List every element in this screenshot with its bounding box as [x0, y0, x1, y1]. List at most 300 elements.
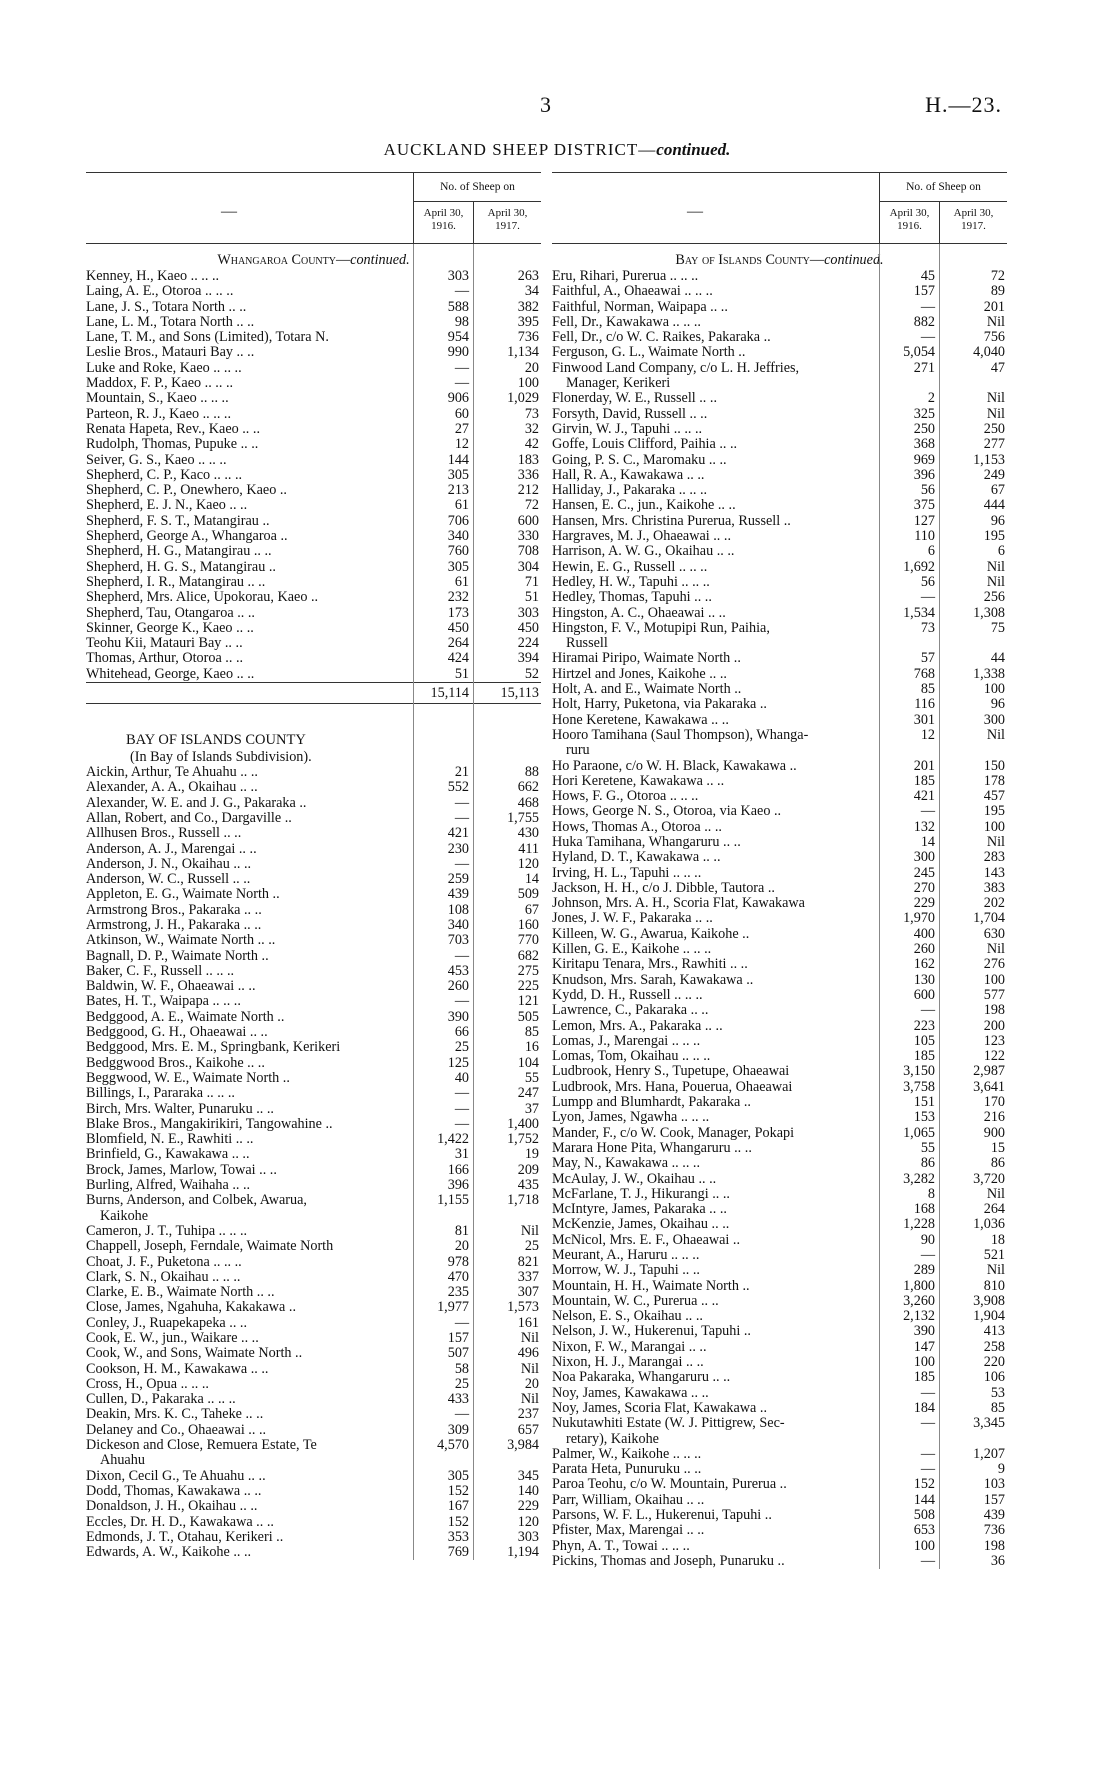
owner-name: Nixon, F. W., Marangai .. ..	[552, 1339, 707, 1355]
sheep-1916: 954	[447, 329, 469, 346]
sheep-1917: 395	[517, 313, 539, 330]
owner-name: Parr, William, Okaihau .. ..	[552, 1492, 705, 1508]
owner-name: Fell, Dr., Kawakawa .. .. ..	[552, 314, 701, 330]
sheep-1917: 220	[983, 1354, 1005, 1371]
sheep-1917: 20	[524, 359, 539, 376]
sheep-1917: 72	[524, 497, 539, 514]
sheep-1917: 249	[983, 466, 1005, 483]
sheep-1916: 552	[447, 779, 469, 796]
owner-name: Shepherd, I. R., Matangirau .. ..	[86, 574, 266, 590]
sheep-1916: 969	[913, 451, 935, 468]
owner-name: Shepherd, C. P., Onewhero, Kaeo ..	[86, 483, 287, 499]
sheep-1917: 600	[517, 512, 539, 529]
sheep-1916: 147	[913, 1338, 935, 1355]
sheep-1916: 768	[913, 665, 935, 682]
sheep-1916: 60	[454, 405, 469, 422]
sheep-1916: 25	[454, 1039, 469, 1056]
owner-name: Kydd, D. H., Russell .. .. ..	[552, 987, 703, 1003]
sheep-1916: 213	[447, 482, 469, 499]
page-number: 3	[540, 92, 551, 117]
sheep-1916: —	[454, 855, 469, 872]
sheep-1916	[881, 1432, 941, 1447]
owner-name: Kiritapu Tenara, Mrs., Rawhiti .. ..	[552, 957, 748, 973]
sheep-1917: 336	[517, 466, 539, 483]
sheep-1917: 86	[990, 1155, 1005, 1172]
sheep-1917: 468	[517, 794, 539, 811]
owner-name: Cook, W., and Sons, Waimate North ..	[86, 1346, 303, 1362]
sheep-1916: 85	[920, 681, 935, 698]
sheep-1916: —	[454, 809, 469, 826]
owner-name: Ho Paraone, c/o W. H. Black, Kawakawa ..	[552, 758, 797, 774]
sheep-1917: 100	[983, 971, 1005, 988]
header-group: No. of Sheep on	[413, 173, 541, 202]
sheep-1917: 20	[524, 1375, 539, 1392]
owner-name: Luke and Roke, Kaeo .. .. ..	[86, 360, 242, 376]
sheep-1916: 396	[447, 1177, 469, 1194]
owner-name: McKenzie, James, Okaihau .. ..	[552, 1217, 730, 1233]
sheep-1917: 52	[524, 665, 539, 682]
sheep-1917: 439	[983, 1507, 1005, 1524]
sheep-1917: 521	[983, 1247, 1005, 1263]
sheep-1917: 19	[524, 1146, 539, 1163]
owner-name: Jackson, H. H., c/o J. Dibble, Tautora ..	[552, 880, 775, 896]
column-rule	[413, 244, 414, 1560]
owner-name: Holt, A. and E., Waimate North ..	[552, 682, 742, 698]
sheep-1917: 3,345	[973, 1415, 1005, 1432]
sheep-1917	[475, 1453, 541, 1468]
owner-name: Killeen, W. G., Awarua, Kaikohe ..	[552, 926, 750, 942]
sheep-1917: 88	[524, 764, 539, 781]
sheep-1916: 400	[913, 925, 935, 942]
title-main: AUCKLAND SHEEP DISTRICT—	[383, 140, 657, 159]
sheep-1916: —	[454, 794, 469, 811]
owner-name: Hows, F. G., Otoroa .. .. ..	[552, 789, 699, 805]
sheep-1917: 120	[517, 855, 539, 872]
header-col-1917: April 30, 1917.	[473, 201, 541, 243]
owner-name: Cook, E. W., jun., Waikare .. ..	[86, 1331, 259, 1346]
sheep-1917: 577	[983, 986, 1005, 1003]
header-col-1916: April 30, 1916.	[879, 201, 939, 243]
sheep-1916: —	[454, 947, 469, 964]
sheep-1917: 55	[524, 1069, 539, 1086]
sheep-1916: —	[920, 589, 935, 606]
sheep-1917: Nil	[986, 1185, 1005, 1202]
owner-name: Morrow, W. J., Tapuhi .. ..	[552, 1263, 700, 1279]
sheep-1916: —	[454, 1100, 469, 1117]
sheep-1917: 37	[524, 1100, 539, 1117]
owner-name: Shepherd, C. P., Kaco .. .. ..	[86, 467, 243, 483]
sheep-1916: 990	[447, 344, 469, 361]
owner-name: Deakin, Mrs. K. C., Taheke .. ..	[86, 1407, 264, 1423]
owner-name: Bedggwood Bros., Kaikohe .. ..	[86, 1055, 265, 1071]
sheep-1917: 36	[990, 1552, 1005, 1569]
owner-name: Chappell, Joseph, Ferndale, Waimate North	[86, 1239, 334, 1255]
sheep-1916: 152	[913, 1476, 935, 1493]
sheep-1916: 51	[454, 665, 469, 682]
sheep-1916: —	[454, 1406, 469, 1423]
owner-name: Hiramai Piripo, Waimate North ..	[552, 651, 741, 667]
sheep-1916: 259	[447, 871, 469, 888]
sheep-1917: 496	[517, 1345, 539, 1362]
sheep-1917	[475, 1209, 541, 1224]
sheep-1916: 56	[920, 482, 935, 499]
owner-name: Hows, Thomas A., Otoroa .. ..	[552, 819, 722, 835]
sheep-1916	[415, 1209, 475, 1224]
sheep-1917	[941, 743, 1007, 758]
sheep-1917: 9	[997, 1461, 1005, 1478]
sheep-1916: 8	[927, 1185, 935, 1202]
sheep-1917: 900	[983, 1124, 1005, 1141]
sheep-1917: 345	[517, 1467, 539, 1484]
sheep-1916: 1,534	[903, 604, 935, 621]
sheep-1917: 1,904	[973, 1308, 1005, 1325]
sheep-1916: —	[920, 1384, 935, 1401]
sheep-1917: 150	[983, 757, 1005, 774]
sheep-1917: 143	[983, 864, 1005, 881]
sheep-1917: Nil	[986, 1262, 1005, 1279]
owner-name: Blake Bros., Mangakirikiri, Tangowahine ..	[86, 1116, 333, 1132]
owner-name: Johnson, Mrs. A. H., Scoria Flat, Kawakawa	[552, 896, 805, 912]
sheep-1916: 21	[454, 764, 469, 781]
sheep-1917: 770	[517, 932, 539, 949]
owner-name: Blomfield, N. E., Rawhiti .. ..	[86, 1132, 254, 1148]
owner-name: Faithful, A., Ohaeawai .. .. ..	[552, 284, 713, 300]
owner-name: Forsyth, David, Russell .. ..	[552, 406, 708, 422]
total-1916: 15,114	[430, 685, 469, 702]
sheep-1917: 202	[983, 895, 1005, 912]
sheep-1916: 151	[913, 1094, 935, 1111]
sheep-1916: 270	[913, 879, 935, 896]
owner-name: Appleton, E. G., Waimate North ..	[86, 887, 280, 903]
sheep-1917: 4,040	[973, 344, 1005, 361]
sheep-1917: 140	[517, 1482, 539, 1499]
sheep-1916: 108	[447, 901, 469, 918]
owner-name: Beggwood, W. E., Waimate North ..	[86, 1070, 290, 1086]
sheep-1917: 120	[517, 1513, 539, 1530]
column-rule	[473, 244, 474, 1560]
sheep-1917: 106	[983, 1369, 1005, 1386]
sheep-1916: 162	[913, 956, 935, 973]
sheep-1917: Nil	[986, 941, 1005, 958]
owner-name: Mountain, S., Kaeo .. .. ..	[86, 391, 229, 407]
sheep-1917: 216	[983, 1109, 1005, 1126]
sheep-1917: 201	[983, 298, 1005, 315]
sheep-1916: 396	[913, 466, 935, 483]
sheep-1916: 439	[447, 886, 469, 903]
sheep-1916: 3,150	[903, 1063, 935, 1080]
sheep-1917: 263	[517, 268, 539, 284]
owner-name: Rudolph, Thomas, Pupuke .. ..	[86, 437, 259, 453]
sheep-1917: Nil	[986, 833, 1005, 850]
sheep-1916: 235	[447, 1284, 469, 1301]
owner-name: Hone Keretene, Kawakawa .. ..	[552, 712, 729, 728]
sheep-1916: 58	[454, 1360, 469, 1377]
left-column	[86, 172, 541, 1560]
sheep-1917: 89	[990, 283, 1005, 300]
title-continued: continued.	[656, 140, 731, 159]
sheep-1916: —	[454, 1085, 469, 1102]
sheep-1917: 430	[517, 825, 539, 842]
sheep-1917: 394	[517, 650, 539, 667]
owner-name: Flonerday, W. E., Russell .. ..	[552, 391, 717, 407]
owner-name: Billings, I., Pararaka .. .. ..	[86, 1086, 235, 1102]
owner-name: Maddox, F. P., Kaeo .. .. ..	[86, 376, 234, 392]
sheep-1917: 161	[517, 1314, 539, 1331]
sheep-1916: 390	[913, 1323, 935, 1340]
sheep-1917: 276	[983, 956, 1005, 973]
owner-name: Goffe, Louis Clifford, Paihia .. ..	[552, 437, 738, 453]
owner-name: Edwards, A. W., Kaikohe .. ..	[86, 1545, 252, 1561]
owner-name: Hori Keretene, Kawakawa .. ..	[552, 773, 725, 789]
sheep-1917: 250	[983, 420, 1005, 437]
sheep-1917: 3,720	[973, 1170, 1005, 1187]
sheep-1916: 706	[447, 512, 469, 529]
sheep-1916: 127	[913, 512, 935, 529]
owner-name: Eru, Rihari, Purerua .. .. ..	[552, 269, 699, 284]
owner-name: McNicol, Mrs. E. F., Ohaeawai ..	[552, 1232, 740, 1248]
owner-name: Fell, Dr., c/o W. C. Raikes, Pakaraka ..	[552, 330, 771, 346]
owner-name: Faithful, Norman, Waipapa .. ..	[552, 299, 728, 315]
owner-name: Kaikohe	[100, 1208, 149, 1224]
sheep-1916: 61	[454, 573, 469, 590]
sheep-1916: 508	[913, 1507, 935, 1524]
sheep-1917: Nil	[986, 726, 1005, 743]
sheep-1917: Nil	[520, 1330, 539, 1346]
sheep-1917: 224	[517, 635, 539, 652]
sheep-1916: 31	[454, 1146, 469, 1163]
sheep-1917: 212	[517, 482, 539, 499]
sheep-1916: 56	[920, 573, 935, 590]
owner-name: Aickin, Arthur, Te Ahuahu .. ..	[86, 765, 258, 781]
owner-name: Hargraves, M. J., Ohaeawai .. ..	[552, 529, 731, 545]
sheep-1917: 256	[983, 589, 1005, 606]
sheep-1916: 305	[447, 466, 469, 483]
table-header-right	[552, 172, 1007, 244]
sheep-1916: 906	[447, 390, 469, 407]
sheep-1916: 57	[920, 650, 935, 667]
owner-name: Skinner, George K., Kaeo .. ..	[86, 620, 254, 636]
sheep-1917: 457	[983, 788, 1005, 805]
sheep-1917: 237	[517, 1406, 539, 1423]
sheep-1917: 160	[517, 916, 539, 933]
sheep-1916: 223	[913, 1017, 935, 1034]
sheep-1917: 44	[990, 650, 1005, 667]
owner-name: Girvin, W. J., Tapuhi .. .. ..	[552, 421, 703, 437]
sheep-1916: 1,692	[903, 558, 935, 575]
owner-name: May, N., Kawakawa .. .. ..	[552, 1156, 701, 1172]
sheep-1916: 185	[913, 772, 935, 789]
sheep-1917: 195	[983, 528, 1005, 545]
sheep-1917: 15	[990, 1139, 1005, 1156]
sheep-1916: —	[920, 1461, 935, 1478]
sheep-1917: 1,338	[973, 665, 1005, 682]
column-rule	[879, 244, 880, 1569]
sheep-1917: 413	[983, 1323, 1005, 1340]
sheep-1916: —	[920, 1552, 935, 1569]
owner-name: Hingston, A. C., Ohaeawai .. ..	[552, 605, 726, 621]
sheep-1917: 6	[997, 543, 1005, 560]
owner-name: Delaney and Co., Ohaeawai .. ..	[86, 1422, 267, 1438]
sheep-1916: 260	[447, 978, 469, 995]
sheep-1916: 105	[913, 1032, 935, 1049]
sheep-1916: 6	[927, 543, 935, 560]
owner-name: Bagnall, D. P., Waimate North ..	[86, 948, 269, 964]
table-body-left	[86, 244, 541, 1560]
sheep-1916: 166	[447, 1161, 469, 1178]
owner-name: Phyn, A. T., Towai .. .. ..	[552, 1538, 690, 1554]
sheep-1917: Nil	[520, 1222, 539, 1239]
owner-name: Palmer, W., Kaikohe .. .. ..	[552, 1446, 702, 1462]
owner-name: Halliday, J., Pakaraka .. .. ..	[552, 483, 708, 499]
sheep-1917: 657	[517, 1421, 539, 1438]
sheep-1917	[941, 636, 1007, 651]
sheep-1917: 435	[517, 1177, 539, 1194]
owner-name: Bates, H. T., Waipapa .. .. ..	[86, 994, 241, 1010]
sheep-1916: 507	[447, 1345, 469, 1362]
sheep-1917: 18	[990, 1231, 1005, 1248]
sheep-1917: 198	[983, 1537, 1005, 1554]
sheep-1916: 600	[913, 986, 935, 1003]
owner-name: Lawrence, C., Pakaraka .. ..	[552, 1003, 709, 1019]
sheep-1916: 250	[913, 420, 935, 437]
sheep-1916: 424	[447, 650, 469, 667]
owner-name: Ludbrook, Henry S., Tupetupe, Ohaeawai	[552, 1064, 790, 1080]
owner-name: Kenney, H., Kaeo .. .. ..	[86, 269, 220, 284]
owner-name: Alexander, W. E. and J. G., Pakaraka ..	[86, 795, 307, 811]
sheep-1916: 375	[913, 497, 935, 514]
sheep-1917: 104	[517, 1054, 539, 1071]
sheep-1917: 67	[990, 482, 1005, 499]
sheep-1917: 821	[517, 1253, 539, 1270]
header-group: No. of Sheep on	[879, 173, 1007, 202]
sheep-1916: 271	[913, 359, 935, 376]
sheep-1917: 103	[983, 1476, 1005, 1493]
sheep-1917: Nil	[986, 313, 1005, 330]
sheep-1916	[881, 376, 941, 391]
owner-name: Holt, Harry, Puketona, via Pakaraka ..	[552, 697, 767, 713]
sheep-1916: 157	[447, 1330, 469, 1346]
sheep-1917: 85	[990, 1399, 1005, 1416]
sheep-1917: 225	[517, 978, 539, 995]
sheep-1917: 178	[983, 772, 1005, 789]
owner-name: Ahuahu	[100, 1453, 145, 1469]
sheep-1916: 588	[447, 298, 469, 315]
sheep-1917: 3,641	[973, 1078, 1005, 1095]
sheep-1916: 305	[447, 558, 469, 575]
sheep-1916: 185	[913, 1369, 935, 1386]
owner-name: Knudson, Mrs. Sarah, Kawakawa ..	[552, 972, 754, 988]
owner-name: Irving, H. L., Tapuhi .. .. ..	[552, 865, 702, 881]
sheep-1917: 756	[983, 329, 1005, 346]
sheep-1916: 25	[454, 1375, 469, 1392]
sheep-1917: 157	[983, 1491, 1005, 1508]
sheep-1916: 340	[447, 528, 469, 545]
owner-name: Eccles, Dr. H. D., Kawakawa .. ..	[86, 1514, 274, 1530]
sheep-1917: Nil	[520, 1360, 539, 1377]
owner-name: Choat, J. F., Puketona .. .. ..	[86, 1254, 242, 1270]
sheep-1916: 14	[920, 833, 935, 850]
sheep-1917: 170	[983, 1094, 1005, 1111]
sheep-1917: 258	[983, 1338, 1005, 1355]
owner-name: Bedggood, A. E., Waimate North ..	[86, 1009, 285, 1025]
owner-name: Lane, L. M., Totara North .. ..	[86, 314, 255, 330]
sheep-1916: 421	[447, 825, 469, 842]
sheep-1916: 305	[447, 1467, 469, 1484]
sheep-1916: —	[454, 993, 469, 1010]
owner-name: Nelson, J. W., Hukerenui, Tapuhi ..	[552, 1324, 751, 1340]
sheep-1916: 157	[913, 283, 935, 300]
sheep-1917: 96	[990, 696, 1005, 713]
owner-name: Seiver, G. S., Kaeo .. .. ..	[86, 452, 227, 468]
sheep-1917	[941, 376, 1007, 391]
owner-name: Mountain, W. C., Purerua .. ..	[552, 1293, 719, 1309]
sheep-1916: 61	[454, 497, 469, 514]
sheep-1917: 47	[990, 359, 1005, 376]
owner-name: Lumpp and Blumhardt, Pakaraka ..	[552, 1095, 751, 1111]
sheep-1917: 337	[517, 1268, 539, 1285]
sheep-1917: 450	[517, 619, 539, 636]
sheep-1916: 152	[447, 1482, 469, 1499]
owner-name: Hingston, F. V., Motupipi Run, Paihia,	[552, 620, 770, 636]
sheep-1916: 703	[447, 932, 469, 949]
owner-name: Hansen, Mrs. Christina Purerua, Russell ..	[552, 513, 791, 529]
sheep-1917: 121	[517, 993, 539, 1010]
sheep-1917: 1,029	[507, 390, 539, 407]
sheep-1917: 1,153	[973, 451, 1005, 468]
sheep-1917: 34	[524, 283, 539, 300]
owner-name: Pfister, Max, Marengai .. ..	[552, 1523, 705, 1539]
owner-name: Lemon, Mrs. A., Pakaraka .. ..	[552, 1018, 723, 1034]
sheep-1917: Nil	[986, 390, 1005, 407]
owner-name: Baldwin, W. F., Ohaeawai .. ..	[86, 979, 256, 995]
sheep-1916: 300	[913, 849, 935, 866]
sheep-1916: 421	[913, 788, 935, 805]
owner-name: Killen, G. E., Kaikohe .. .. ..	[552, 942, 712, 958]
sheep-1917: 32	[524, 420, 539, 437]
sheep-1916: 98	[454, 313, 469, 330]
sheep-1916: 173	[447, 604, 469, 621]
sheep-1917: 1,400	[507, 1115, 539, 1132]
sheep-1917: 198	[983, 1002, 1005, 1019]
sheep-1917: 53	[990, 1384, 1005, 1401]
owner-name: Allan, Robert, and Co., Dargaville ..	[86, 810, 292, 826]
owner-name: Paroa Teohu, c/o W. Mountain, Purerua ..	[552, 1477, 787, 1493]
sheep-1917: 100	[983, 818, 1005, 835]
owner-name: Cross, H., Opua .. .. ..	[86, 1376, 209, 1392]
owner-name: Laing, A. E., Otoroa .. .. ..	[86, 284, 234, 300]
sheep-1916: 289	[913, 1262, 935, 1279]
owner-name: Lane, T. M., and Sons (Limited), Totara N.	[86, 330, 329, 346]
sheep-1916: 264	[447, 635, 469, 652]
owner-name: Hedley, Thomas, Tapuhi .. ..	[552, 590, 712, 606]
sheep-1916: 185	[913, 1048, 935, 1065]
owner-name: Conley, J., Ruapekapeka .. ..	[86, 1315, 248, 1331]
owner-name: Cookson, H. M., Kawakawa .. ..	[86, 1361, 269, 1377]
sheep-1916: 40	[454, 1069, 469, 1086]
sheep-1917: 1,207	[973, 1445, 1005, 1462]
owner-name: Whitehead, George, Kaeo .. ..	[86, 666, 255, 682]
sheep-1916: —	[454, 359, 469, 376]
owner-name: McFarlane, T. J., Hikurangi .. ..	[552, 1186, 730, 1202]
owner-name: Parata Heta, Punuruku .. ..	[552, 1462, 702, 1478]
sheep-1916: 229	[913, 895, 935, 912]
owner-name: Marara Hone Pita, Whangaruru .. ..	[552, 1140, 752, 1156]
sheep-1917: 3,984	[507, 1437, 539, 1454]
owner-name: Manager, Kerikeri	[566, 376, 671, 392]
owner-name: Shepherd, H. G. S., Matangirau ..	[86, 559, 276, 575]
sheep-1917	[941, 1432, 1007, 1447]
sheep-1917: 662	[517, 779, 539, 796]
